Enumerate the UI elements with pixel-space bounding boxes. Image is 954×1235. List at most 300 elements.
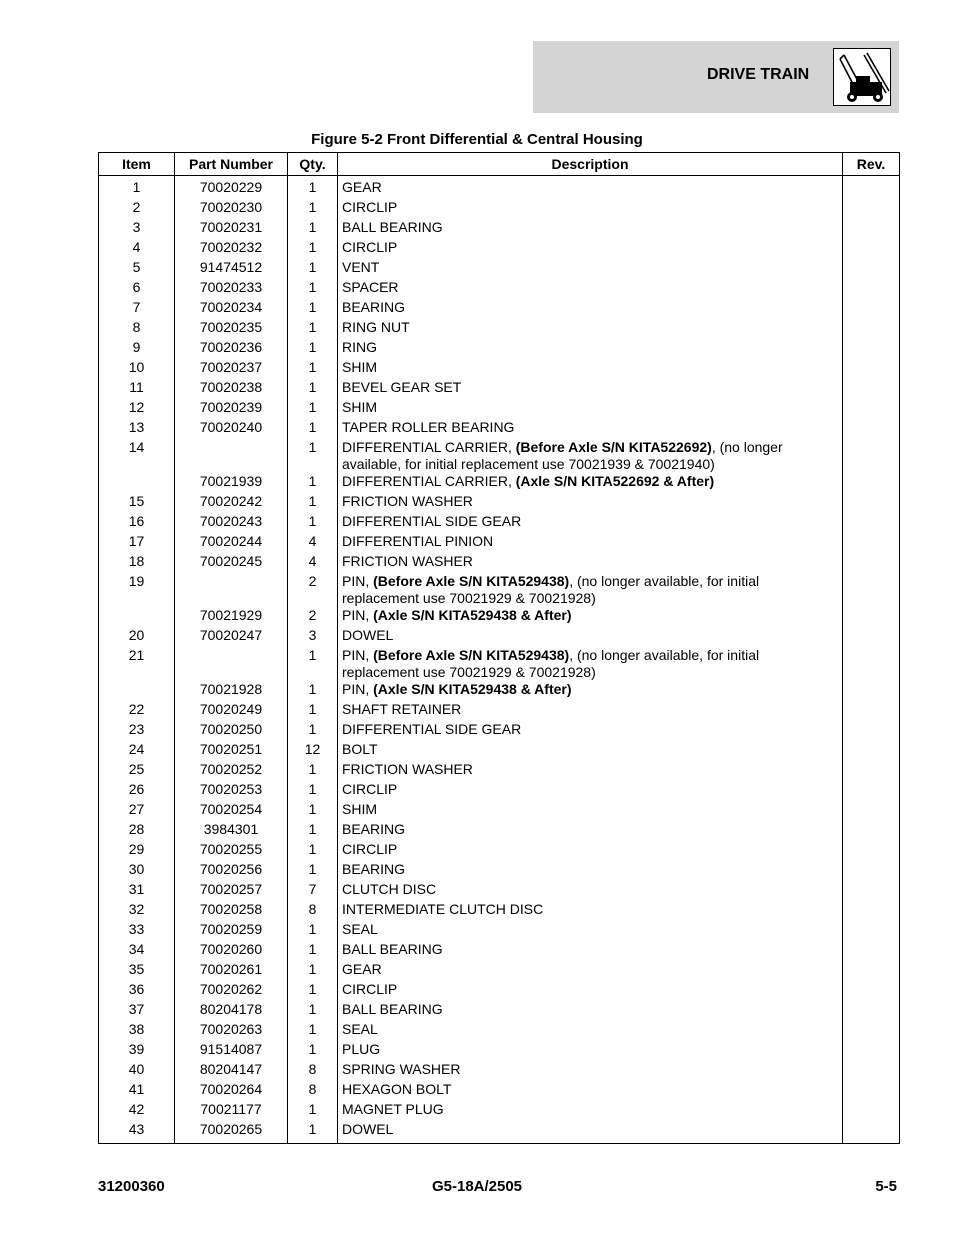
item-cell: 37	[99, 1001, 175, 1021]
part-number-cell: 70020242	[175, 493, 288, 513]
qty-cell: 1	[288, 841, 338, 861]
description-text: , (no longer available, for initial replacement use 70021929 & 70021928)	[342, 647, 760, 680]
table-row	[99, 961, 900, 981]
table-row	[99, 573, 900, 607]
qty-cell: 2	[288, 607, 338, 627]
table-row	[99, 419, 900, 439]
qty-cell: 1	[288, 701, 338, 721]
description-text: BEARING	[342, 299, 406, 315]
description-cell	[338, 1121, 843, 1144]
item-cell	[99, 473, 175, 493]
description-cell	[338, 1101, 843, 1121]
item-cell: 31	[99, 881, 175, 901]
rev-cell	[843, 681, 900, 701]
part-number-cell: 70020265	[175, 1121, 288, 1144]
qty-cell: 2	[288, 573, 338, 607]
rev-cell	[843, 399, 900, 419]
rev-cell	[843, 419, 900, 439]
description-text: DOWEL	[342, 1121, 394, 1137]
description-text: PIN,	[342, 573, 374, 589]
table-row	[99, 921, 900, 941]
description-serial-note: (Before Axle S/N KITA529438)	[373, 647, 570, 663]
description-serial-note: (Axle S/N KITA522692 & After)	[515, 473, 715, 489]
rev-cell	[843, 921, 900, 941]
description-text: INTERMEDIATE CLUTCH DISC	[342, 901, 544, 917]
description-text: DIFFERENTIAL SIDE GEAR	[342, 721, 522, 737]
item-cell: 8	[99, 319, 175, 339]
description-cell	[338, 573, 843, 607]
rev-cell	[843, 901, 900, 921]
rev-cell	[843, 319, 900, 339]
footer-model: G5-18A/2505	[431, 1178, 523, 1195]
qty-cell: 8	[288, 901, 338, 921]
description-serial-note: (Before Axle S/N KITA522692)	[515, 439, 712, 455]
item-cell: 24	[99, 741, 175, 761]
rev-cell	[843, 439, 900, 473]
description-cell	[338, 299, 843, 319]
description-cell	[338, 801, 843, 821]
qty-cell: 1	[288, 721, 338, 741]
table-row	[99, 473, 900, 493]
rev-cell	[843, 821, 900, 841]
description-cell	[338, 607, 843, 627]
table-row	[99, 881, 900, 901]
part-number-cell: 70020232	[175, 239, 288, 259]
table-row	[99, 681, 900, 701]
table-row	[99, 359, 900, 379]
item-cell: 12	[99, 399, 175, 419]
description-text: BALL BEARING	[342, 941, 443, 957]
rev-cell	[843, 359, 900, 379]
table-row	[99, 781, 900, 801]
col-header-rev: Rev.	[843, 153, 900, 176]
qty-cell: 1	[288, 319, 338, 339]
description-serial-note: (Axle S/N KITA529438 & After)	[373, 607, 572, 623]
part-number-cell: 70020258	[175, 901, 288, 921]
item-cell: 41	[99, 1081, 175, 1101]
description-cell	[338, 319, 843, 339]
item-cell: 34	[99, 941, 175, 961]
rev-cell	[843, 1101, 900, 1121]
qty-cell: 1	[288, 921, 338, 941]
qty-cell: 1	[288, 199, 338, 219]
item-cell: 28	[99, 821, 175, 841]
description-cell	[338, 741, 843, 761]
description-serial-note: (Axle S/N KITA529438 & After)	[373, 681, 572, 697]
qty-cell: 1	[288, 299, 338, 319]
part-number-cell: 70020257	[175, 881, 288, 901]
description-text: SEAL	[342, 921, 378, 937]
description-cell	[338, 821, 843, 841]
qty-cell: 1	[288, 379, 338, 399]
rev-cell	[843, 881, 900, 901]
part-number-cell: 70020254	[175, 801, 288, 821]
item-cell	[99, 607, 175, 627]
part-number-cell: 70020252	[175, 761, 288, 781]
part-number-cell: 80204147	[175, 1061, 288, 1081]
description-cell	[338, 941, 843, 961]
part-number-cell: 3984301	[175, 821, 288, 841]
part-number-cell: 70020233	[175, 279, 288, 299]
qty-cell: 1	[288, 1041, 338, 1061]
item-cell: 22	[99, 701, 175, 721]
item-cell: 33	[99, 921, 175, 941]
rev-cell	[843, 1121, 900, 1144]
description-text: GEAR	[342, 961, 382, 977]
item-cell: 26	[99, 781, 175, 801]
description-text: CIRCLIP	[342, 981, 398, 997]
section-title: DRIVE TRAIN	[707, 66, 810, 83]
description-cell	[338, 1001, 843, 1021]
part-number-cell	[175, 573, 288, 607]
rev-cell	[843, 176, 900, 200]
description-cell	[338, 239, 843, 259]
description-cell	[338, 473, 843, 493]
qty-cell: 1	[288, 1101, 338, 1121]
part-number-cell: 70021939	[175, 473, 288, 493]
table-row	[99, 901, 900, 921]
rev-cell	[843, 299, 900, 319]
table-row	[99, 553, 900, 573]
description-text: , (no longer available, for initial replacement use 70021939 & 70021940)	[342, 439, 783, 472]
description-text: BEARING	[342, 821, 406, 837]
table-row	[99, 841, 900, 861]
description-cell	[338, 199, 843, 219]
description-cell	[338, 359, 843, 379]
description-text: DIFFERENTIAL PINION	[342, 533, 494, 549]
table-row	[99, 607, 900, 627]
table-row	[99, 176, 900, 200]
description-cell	[338, 419, 843, 439]
item-cell: 6	[99, 279, 175, 299]
description-cell	[338, 681, 843, 701]
rev-cell	[843, 861, 900, 881]
part-number-cell: 70021929	[175, 607, 288, 627]
rev-cell	[843, 701, 900, 721]
table-row	[99, 239, 900, 259]
parts-table	[98, 152, 900, 1144]
description-cell	[338, 1081, 843, 1101]
description-cell	[338, 627, 843, 647]
rev-cell	[843, 379, 900, 399]
rev-cell	[843, 647, 900, 681]
table-row	[99, 379, 900, 399]
qty-cell: 1	[288, 1001, 338, 1021]
rev-cell	[843, 259, 900, 279]
qty-cell: 3	[288, 627, 338, 647]
description-text: PLUG	[342, 1041, 381, 1057]
table-row	[99, 1121, 900, 1144]
qty-cell: 1	[288, 761, 338, 781]
rev-cell	[843, 721, 900, 741]
description-text: FRICTION WASHER	[342, 493, 473, 509]
rev-cell	[843, 1081, 900, 1101]
rev-cell	[843, 941, 900, 961]
rev-cell	[843, 607, 900, 627]
description-cell	[338, 1061, 843, 1081]
part-number-cell: 70020261	[175, 961, 288, 981]
rev-cell	[843, 761, 900, 781]
qty-cell: 1	[288, 219, 338, 239]
description-cell	[338, 921, 843, 941]
description-text: FRICTION WASHER	[342, 553, 473, 569]
item-cell: 23	[99, 721, 175, 741]
part-number-cell: 70020247	[175, 627, 288, 647]
part-number-cell: 70020237	[175, 359, 288, 379]
item-cell: 39	[99, 1041, 175, 1061]
qty-cell: 4	[288, 533, 338, 553]
item-cell: 25	[99, 761, 175, 781]
description-cell	[338, 701, 843, 721]
description-text: DIFFERENTIAL SIDE GEAR	[342, 513, 522, 529]
part-number-cell: 70020243	[175, 513, 288, 533]
rev-cell	[843, 573, 900, 607]
qty-cell: 1	[288, 493, 338, 513]
parts-table-body	[99, 176, 900, 1144]
table-row	[99, 339, 900, 359]
qty-cell: 8	[288, 1061, 338, 1081]
table-row	[99, 981, 900, 1001]
part-number-cell: 70020239	[175, 399, 288, 419]
description-text: HEXAGON BOLT	[342, 1081, 452, 1097]
description-text: SHAFT RETAINER	[342, 701, 462, 717]
description-text: , (no longer available, for initial replacement use 70021929 & 70021928)	[342, 573, 760, 606]
rev-cell	[843, 339, 900, 359]
qty-cell: 1	[288, 473, 338, 493]
table-row	[99, 1001, 900, 1021]
description-cell	[338, 841, 843, 861]
rev-cell	[843, 1061, 900, 1081]
rev-cell	[843, 801, 900, 821]
qty-cell: 1	[288, 941, 338, 961]
item-cell: 18	[99, 553, 175, 573]
description-text: DOWEL	[342, 627, 394, 643]
item-cell: 43	[99, 1121, 175, 1144]
qty-cell: 1	[288, 647, 338, 681]
section-header	[533, 41, 899, 113]
description-cell	[338, 861, 843, 881]
description-text: SHIM	[342, 359, 377, 375]
description-text: CIRCLIP	[342, 841, 398, 857]
description-text: PIN,	[342, 607, 374, 623]
description-cell	[338, 176, 843, 200]
part-number-cell: 70020249	[175, 701, 288, 721]
description-cell	[338, 981, 843, 1001]
part-number-cell: 70020256	[175, 861, 288, 881]
table-row	[99, 1041, 900, 1061]
item-cell: 15	[99, 493, 175, 513]
col-header-qty: Qty.	[288, 153, 338, 176]
part-number-cell: 70020264	[175, 1081, 288, 1101]
part-number-cell: 70020231	[175, 219, 288, 239]
qty-cell: 4	[288, 553, 338, 573]
table-row	[99, 647, 900, 681]
rev-cell	[843, 961, 900, 981]
table-row	[99, 399, 900, 419]
description-cell	[338, 1041, 843, 1061]
part-number-cell: 70020230	[175, 199, 288, 219]
table-row	[99, 493, 900, 513]
description-serial-note: (Before Axle S/N KITA529438)	[373, 573, 570, 589]
description-text: CLUTCH DISC	[342, 881, 437, 897]
table-row	[99, 1081, 900, 1101]
qty-cell: 1	[288, 176, 338, 200]
part-number-cell: 70020238	[175, 379, 288, 399]
description-cell	[338, 493, 843, 513]
part-number-cell: 80204178	[175, 1001, 288, 1021]
part-number-cell: 70021177	[175, 1101, 288, 1121]
rev-cell	[843, 199, 900, 219]
part-number-cell: 70020253	[175, 781, 288, 801]
description-cell	[338, 901, 843, 921]
description-text: PIN,	[342, 681, 374, 697]
item-cell: 4	[99, 239, 175, 259]
description-cell	[338, 533, 843, 553]
qty-cell: 8	[288, 1081, 338, 1101]
item-cell: 30	[99, 861, 175, 881]
description-text: SHIM	[342, 801, 377, 817]
description-text: MAGNET PLUG	[342, 1101, 444, 1117]
description-cell	[338, 219, 843, 239]
part-number-cell: 70020259	[175, 921, 288, 941]
part-number-cell: 70020260	[175, 941, 288, 961]
item-cell: 17	[99, 533, 175, 553]
part-number-cell: 70020240	[175, 419, 288, 439]
qty-cell: 1	[288, 359, 338, 379]
qty-cell: 1	[288, 399, 338, 419]
qty-cell: 1	[288, 861, 338, 881]
item-cell: 38	[99, 1021, 175, 1041]
table-row	[99, 259, 900, 279]
part-number-cell: 70020236	[175, 339, 288, 359]
description-cell	[338, 781, 843, 801]
col-header-description: Description	[338, 153, 843, 176]
description-text: TAPER ROLLER BEARING	[342, 419, 515, 435]
table-row	[99, 701, 900, 721]
part-number-cell: 70020235	[175, 319, 288, 339]
description-cell	[338, 513, 843, 533]
description-cell	[338, 881, 843, 901]
part-number-cell: 91474512	[175, 259, 288, 279]
item-cell: 2	[99, 199, 175, 219]
table-row	[99, 861, 900, 881]
item-cell: 42	[99, 1101, 175, 1121]
description-cell	[338, 761, 843, 781]
description-text: DIFFERENTIAL CARRIER,	[342, 473, 516, 489]
description-text: CIRCLIP	[342, 781, 398, 797]
item-cell: 19	[99, 573, 175, 607]
footer-page-number: 5-5	[875, 1178, 897, 1195]
description-text: RING NUT	[342, 319, 410, 335]
qty-cell: 1	[288, 339, 338, 359]
description-cell	[338, 1021, 843, 1041]
table-row	[99, 761, 900, 781]
part-number-cell: 70020255	[175, 841, 288, 861]
qty-cell: 1	[288, 239, 338, 259]
qty-cell: 1	[288, 259, 338, 279]
description-cell	[338, 279, 843, 299]
qty-cell: 1	[288, 1121, 338, 1144]
part-number-cell: 70020263	[175, 1021, 288, 1041]
col-header-part-number: Part Number	[175, 153, 288, 176]
item-cell: 5	[99, 259, 175, 279]
description-cell	[338, 399, 843, 419]
table-row	[99, 533, 900, 553]
table-row	[99, 513, 900, 533]
rev-cell	[843, 533, 900, 553]
qty-cell: 1	[288, 439, 338, 473]
qty-cell: 1	[288, 821, 338, 841]
table-row	[99, 439, 900, 473]
item-cell: 14	[99, 439, 175, 473]
description-text: SEAL	[342, 1021, 378, 1037]
rev-cell	[843, 1021, 900, 1041]
rev-cell	[843, 493, 900, 513]
description-cell	[338, 961, 843, 981]
part-number-cell: 70020251	[175, 741, 288, 761]
table-row	[99, 219, 900, 239]
rev-cell	[843, 239, 900, 259]
description-text: CIRCLIP	[342, 199, 398, 215]
table-row	[99, 941, 900, 961]
description-text: VENT	[342, 259, 380, 275]
item-cell: 36	[99, 981, 175, 1001]
description-text: BALL BEARING	[342, 1001, 443, 1017]
rev-cell	[843, 841, 900, 861]
qty-cell: 1	[288, 961, 338, 981]
item-cell: 21	[99, 647, 175, 681]
description-text: PIN,	[342, 647, 374, 663]
rev-cell	[843, 981, 900, 1001]
qty-cell: 1	[288, 981, 338, 1001]
footer-doc-number: 31200360	[98, 1178, 165, 1195]
boom-lift-machine-icon	[833, 48, 891, 106]
qty-cell: 12	[288, 741, 338, 761]
qty-cell: 1	[288, 801, 338, 821]
description-cell	[338, 553, 843, 573]
description-text: BEARING	[342, 861, 406, 877]
item-cell: 29	[99, 841, 175, 861]
description-cell	[338, 647, 843, 681]
table-row	[99, 299, 900, 319]
item-cell: 40	[99, 1061, 175, 1081]
rev-cell	[843, 473, 900, 493]
item-cell: 20	[99, 627, 175, 647]
table-row	[99, 1101, 900, 1121]
part-number-cell	[175, 647, 288, 681]
description-text: SPACER	[342, 279, 399, 295]
rev-cell	[843, 741, 900, 761]
table-row	[99, 741, 900, 761]
part-number-cell	[175, 439, 288, 473]
table-row	[99, 319, 900, 339]
description-text: RING	[342, 339, 377, 355]
description-cell	[338, 721, 843, 741]
item-cell: 11	[99, 379, 175, 399]
part-number-cell: 70020262	[175, 981, 288, 1001]
table-row	[99, 821, 900, 841]
item-cell: 35	[99, 961, 175, 981]
qty-cell: 7	[288, 881, 338, 901]
item-cell: 9	[99, 339, 175, 359]
table-row	[99, 627, 900, 647]
item-cell	[99, 681, 175, 701]
qty-cell: 1	[288, 681, 338, 701]
description-cell	[338, 379, 843, 399]
table-row	[99, 199, 900, 219]
qty-cell: 1	[288, 1021, 338, 1041]
rev-cell	[843, 781, 900, 801]
